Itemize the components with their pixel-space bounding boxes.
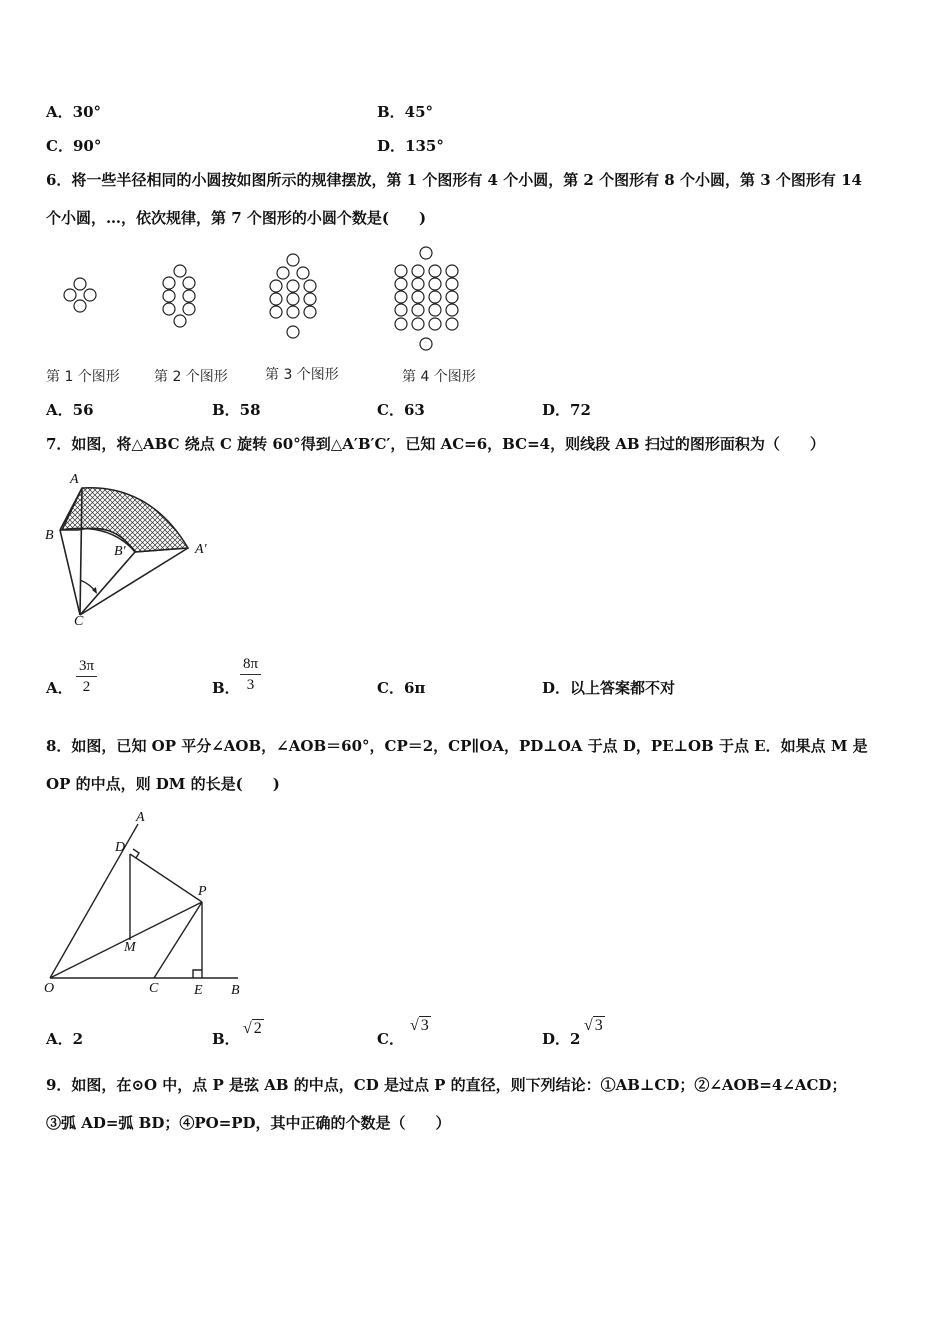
- q5-option-d: D．135°: [377, 137, 444, 155]
- q7-label-aprime: A′: [195, 542, 207, 557]
- q7-option-b-denominator: 3: [246, 677, 255, 693]
- q8-option-c-sqrt: √ 3: [410, 1017, 429, 1034]
- q7-option-a-prefix: A．: [46, 679, 73, 697]
- q7-label-c: C: [74, 614, 84, 629]
- q8-option-a: A．2: [46, 1030, 84, 1048]
- q7-option-a-numerator: 3π: [76, 658, 97, 677]
- q9-stem-line1: 9．如图，在⊙O 中，点 P 是弦 AB 的中点，CD 是过点 P 的直径，则下列结论：①AB⊥CD；②∠AOB=4∠ACD；: [46, 1076, 847, 1094]
- q6-stem-line2: 个小圆，…，依次规律，第 7 个图形的小圆个数是( ): [46, 209, 427, 227]
- q8-label-a: A: [136, 810, 145, 825]
- q8-label-o: O: [44, 981, 55, 996]
- q8-option-c-prefix: C．: [377, 1030, 404, 1048]
- q8-option-d-prefix: D．2: [542, 1030, 581, 1048]
- q6-option-c: C．63: [377, 401, 425, 419]
- q5-option-c: C．90°: [46, 137, 102, 155]
- q5-option-b: B．45°: [377, 103, 434, 121]
- q8-stem-line1: 8．如图，已知 OP 平分∠AOB，∠AOB＝60°，CP＝2，CP∥OA，PD⊥OA 于点 D，PE⊥OB 于点 E．如果点 M 是: [46, 737, 868, 755]
- q8-label-p: P: [198, 884, 207, 899]
- q6-option-b: B．58: [212, 401, 261, 419]
- q8-option-b-sqrt: √ 2: [243, 1020, 262, 1037]
- q5-option-a: A．30°: [46, 103, 102, 121]
- q8-stem-line2: OP 的中点，则 DM 的长是( ): [46, 775, 280, 793]
- q8-label-d: D: [115, 840, 126, 855]
- q7-stem-line1: 7．如图，将△ABC 绕点 C 旋转 60°得到△A′B′C′，已知 AC=6，BC=4，则线段 AB 扫过的图形面积为（ ）: [46, 435, 825, 453]
- q6-option-d: D．72: [542, 401, 591, 419]
- q8-label-m: M: [124, 940, 136, 955]
- q6-circle-patterns-figure: [0, 240, 520, 360]
- q7-label-b: B: [45, 528, 54, 543]
- q8-label-e: E: [194, 983, 203, 998]
- q9-stem-line2: ③弧 AD=弧 BD；④PO=PD，其中正确的个数是（ ）: [46, 1114, 451, 1132]
- q8-option-b-prefix: B．: [212, 1030, 240, 1048]
- q8-label-b: B: [231, 983, 240, 998]
- q6-caption-1: 第 1 个图形: [46, 369, 120, 385]
- q7-option-a-fraction: [76, 658, 97, 695]
- q8-option-d-sqrt: √ 3: [584, 1017, 603, 1034]
- q6-caption-4: 第 4 个图形: [402, 369, 476, 385]
- q7-option-b-prefix: B．: [212, 679, 240, 697]
- q7-label-a: A: [70, 472, 79, 487]
- q8-option-d-radicand: 3: [594, 1017, 603, 1034]
- q7-option-b-numerator: 8π: [240, 656, 261, 675]
- q6-caption-3: 第 3 个图形: [265, 367, 339, 383]
- q6-stem-line1: 6．将一些半径相同的小圆按如图所示的规律摆放，第 1 个图形有 4 个小圆，第 2 个图形有 8 个小圆，第 3 个图形有 14: [46, 171, 862, 189]
- q6-option-a: A．56: [46, 401, 94, 419]
- q8-geometry-figure: [0, 808, 250, 1003]
- q7-option-b-fraction: [240, 656, 261, 693]
- q7-option-a-denominator: 2: [82, 679, 91, 695]
- q7-option-c: C．6π: [377, 679, 426, 697]
- q7-option-d: D．以上答案都不对: [542, 679, 676, 697]
- q8-label-c: C: [149, 981, 159, 996]
- q8-option-b-radicand: 2: [253, 1020, 262, 1037]
- q6-caption-2: 第 2 个图形: [154, 369, 228, 385]
- q7-label-bprime: B′: [114, 544, 126, 559]
- q8-option-c-radicand: 3: [420, 1017, 429, 1034]
